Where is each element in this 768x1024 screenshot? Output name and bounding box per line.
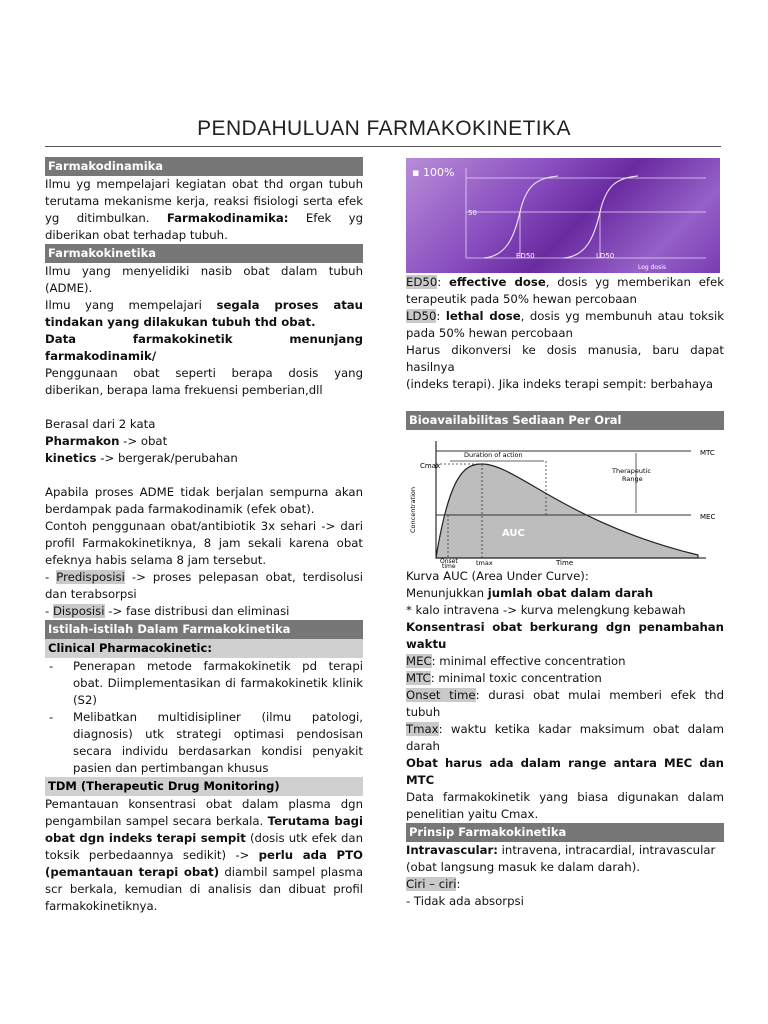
label-auc: AUC [502,528,525,539]
fk-def-4: Penggunaan obat seperti berapa dosis yang diberikan, berapa lama frekuensi pemberian,dll [45,366,363,397]
subheader-clinical-pk: Clinical Pharmacokinetic: [45,639,363,658]
label-time: Time [556,559,574,567]
label-onset-1: Onset [440,558,458,565]
farmakodinamika-text: Ilmu yg mempelajari kegiatan obat thd organ tubuh terutama mekanisme kerja, reaksi fisiologi serta efek yg ditimbulkan. Farmakodinamika: Efek yg diberikan obat terhadap tubuh. [45,177,363,242]
kurva-auc: Kurva AUC (Area Under Curve): [406,569,589,583]
menunjukkan: Menunjukkan jumlah obat dalam darah [406,586,654,600]
fk-def-1: Ilmu yang menyelidiki nasib obat dalam tubuh (ADME). [45,264,363,295]
title-rule [45,146,721,147]
auc-figure [406,431,720,568]
fk-def-3: Data farmakokinetik menunjang farmakodinamik/ [45,332,363,363]
section-header-istilah: Istilah-istilah Dalam Farmakokinetika [45,620,363,639]
onset-def: Onset time: durasi obat mulai memberi efek thd tubuh [406,688,724,719]
label-50: 50 [468,209,477,217]
label-mec: MEC [700,513,716,521]
ed50-text: ED50: effective dose, dosis yg memberikan efek terapeutik pada 50% hewan percobaan [406,275,724,306]
konsentrasi: Konsentrasi obat berkurang dgn penambahan waktu [406,620,724,651]
ciri-ciri: Ciri – ciri: [406,877,461,891]
right-column [406,157,724,910]
label-tmax: tmax [476,559,493,567]
fk-adme: Apabila proses ADME tidak berjalan sempurna akan berdampak pada farmakodinamik (efek obat). [45,485,363,516]
ld50-text: LD50: lethal dose, dosis yg membunuh atau toksik pada 50% hewan percobaan [406,309,724,340]
section-header-farmakokinetika: Farmakokinetika [45,244,363,263]
fk-pharmakon: Pharmakon -> obat [45,434,168,448]
kalo-intravena: * kalo intravena -> kurva melengkung kebawah [406,603,686,617]
label-ld50: LD50 [596,252,615,260]
mtc-def: MTC: minimal toxic concentration [406,671,602,685]
intravascular-def: Intravascular: intravena, intracardial, intravascular (obat langsung masuk ke dalam darah). [406,843,716,874]
section-header-prinsip: Prinsip Farmakokinetika [406,823,724,842]
konversi-text: Harus dikonversi ke dosis manusia, baru dapat hasilnya [406,343,724,374]
ed50-curve [484,176,558,258]
label-mtc: MTC [700,449,715,457]
section-header-farmakodinamika: Farmakodinamika [45,157,363,176]
label-duration: Duration of action [464,451,523,459]
label-concentration: Concentration [409,487,417,533]
data-fk: Data farmakokinetik yang biasa digunakan dalam penelitian yaitu Cmax. [406,790,724,821]
section-header-bioavailabilitas: Bioavailabilitas Sediaan Per Oral [406,411,724,430]
left-column [45,157,363,915]
label-log-dosis: Log dosis [638,264,667,271]
ld50-curve [564,176,638,258]
dose-response-svg [406,158,720,273]
indeks-text: (indeks terapi). Jika indeks terapi sempit: berbahaya [406,377,714,391]
label-range-1: Therapeutic [612,467,651,475]
label-range-2: Range [622,475,643,483]
label-100: ▪ 100% [412,166,455,179]
auc-svg [406,431,720,568]
fk-origin: Berasal dari 2 kata [45,417,156,431]
fk-kinetics: kinetics -> bergerak/perubahan [45,451,238,465]
fk-disposisi: - Disposisi -> fase distribusi dan eliminasi [45,604,290,618]
fk-def-2: Ilmu yang mempelajari segala proses atau tindakan yang dilakukan tubuh thd obat. [45,298,363,329]
dose-response-figure [406,158,720,273]
tidak-absorpsi: - Tidak ada absorpsi [406,894,524,908]
mec-def: MEC: minimal effective concentration [406,654,626,668]
label-onset-2: time [442,563,456,568]
tmax-def: Tmax: waktu ketika kadar maksimum obat dalam darah [406,722,724,753]
page-title: PENDAHULUAN FARMAKOKINETIKA [197,117,571,140]
tdm-text: Pemantauan konsentrasi obat dalam plasma dgn pengambilan sampel secara berkala. Terutama bagi obat dgn indeks terapi sempit (dosis utk efek dan toksik perbedaannya sedikit) -> perlu ada PTO (pemantauan terapi obat) diambil sampel plasma scr berkala, kemudian di analisis dan dibuat profil farmakokinetiknya. [45,797,364,913]
auc-area [436,464,698,558]
fk-contoh: Contoh penggunaan obat/antibiotik 3x sehari -> dari profil Farmakokinetiknya, 8 jam sekali karena obat efeknya habis selama 8 jam tersebut. [45,519,363,567]
label-cmax: Cmax [420,462,441,470]
list-item: - Penerapan metode farmakokinetik pd terapi obat. Diimplementasikan di farmakokinetik klinik (S2) [49,659,363,707]
obat-harus: Obat harus ada dalam range antara MEC dan MTC [406,756,724,787]
fk-predisposisi: - Predisposisi -> proses pelepasan obat, terdisolusi dan terabsorpsi [45,570,363,601]
subheader-tdm: TDM (Therapeutic Drug Monitoring) [45,777,363,796]
list-item: - Melibatkan multidisipliner (ilmu patologi, diagnosis) utk strategi optimasi pendosisan secara individu berdasarkan kondisi penyakit pasien dan pertimbangan khusus [49,710,363,775]
clinical-pk-list [45,658,363,777]
label-ed50: ED50 [516,252,535,260]
